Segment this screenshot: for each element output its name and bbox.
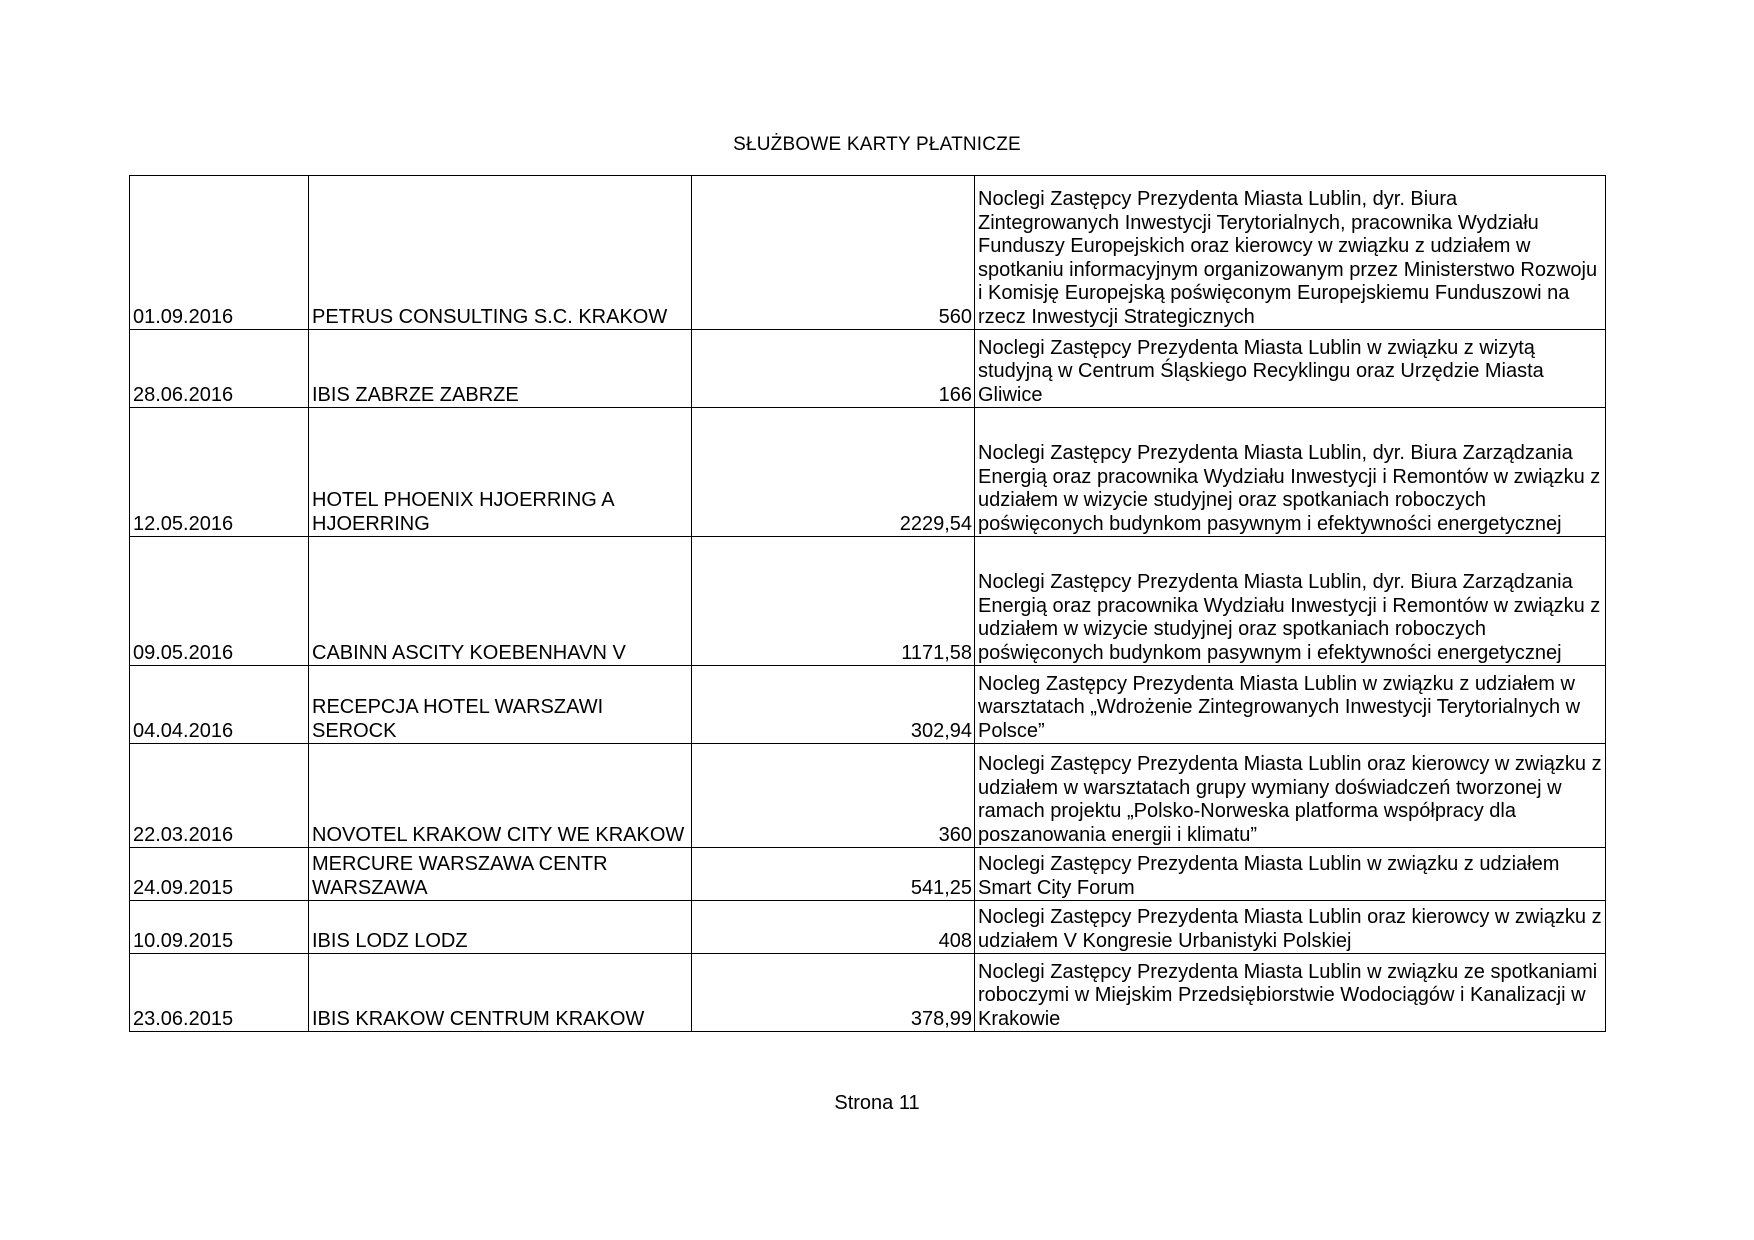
date-cell: 22.03.2016 [130,744,309,848]
amount-cell: 166 [692,330,975,408]
date-cell: 24.09.2015 [130,848,309,901]
page-number: Strona 11 [834,1092,920,1114]
amount-cell: 560 [692,176,975,330]
description-cell: Noclegi Zastępcy Prezydenta Miasta Lublin w związku ze spotkaniami roboczymi w Miejskim Przedsiębiorstwie Wodociągów i Kanalizacji w Krakowie [975,954,1606,1032]
merchant-cell: IBIS LODZ LODZ [309,901,692,954]
amount-cell: 541,25 [692,848,975,901]
table-row [130,666,1606,744]
page-title: SŁUŻBOWE KARTY PŁATNICZE [733,134,1021,155]
date-cell: 09.05.2016 [130,537,309,666]
amount-cell: 2229,54 [692,408,975,537]
table-row [130,954,1606,1032]
description-cell: Noclegi Zastępcy Prezydenta Miasta Lublin, dyr. Biura Zarządzania Energią oraz pracownika Wydziału Inwestycji i Remontów w związku z udziałem w wizycie studyjnej oraz spotkaniach roboczych poświęconych budynkom pasywnym i efektywności energetycznej [975,408,1606,537]
merchant-cell: RECEPCJA HOTEL WARSZAWI SEROCK [309,666,692,744]
merchant-cell: HOTEL PHOENIX HJOERRING A HJOERRING [309,408,692,537]
table-row [130,330,1606,408]
date-cell: 28.06.2016 [130,330,309,408]
amount-cell: 302,94 [692,666,975,744]
table-row [130,848,1606,901]
description-cell: Noclegi Zastępcy Prezydenta Miasta Lublin, dyr. Biura Zarządzania Energią oraz pracownika Wydziału Inwestycji i Remontów w związku z udziałem w wizycie studyjnej oraz spotkaniach roboczych poświęconych budynkom pasywnym i efektywności energetycznej [975,537,1606,666]
amount-cell: 1171,58 [692,537,975,666]
table-row [130,744,1606,848]
payment-card-table [129,175,1606,1032]
description-cell: Noclegi Zastępcy Prezydenta Miasta Lublin oraz kierowcy w związku z udziałem w warsztatach grupy wymiany doświadczeń tworzonej w ramach projektu „Polsko-Norweska platforma współpracy dla poszanowania energii i klimatu” [975,744,1606,848]
merchant-cell: IBIS ZABRZE ZABRZE [309,330,692,408]
table-row [130,176,1606,330]
date-cell: 04.04.2016 [130,666,309,744]
description-cell: Noclegi Zastępcy Prezydenta Miasta Lublin w związku z wizytą studyjną w Centrum Śląskiego Recyklingu oraz Urzędzie Miasta Gliwice [975,330,1606,408]
date-cell: 12.05.2016 [130,408,309,537]
merchant-cell: PETRUS CONSULTING S.C. KRAKOW [309,176,692,330]
table-row [130,537,1606,666]
table-row [130,408,1606,537]
merchant-cell: MERCURE WARSZAWA CENTR WARSZAWA [309,848,692,901]
amount-cell: 360 [692,744,975,848]
description-cell: Nocleg Zastępcy Prezydenta Miasta Lublin w związku z udziałem w warsztatach „Wdrożenie Zintegrowanych Inwestycji Terytorialnych w Polsce” [975,666,1606,744]
date-cell: 01.09.2016 [130,176,309,330]
amount-cell: 378,99 [692,954,975,1032]
table-row [130,901,1606,954]
description-cell: Noclegi Zastępcy Prezydenta Miasta Lublin oraz kierowcy w związku z udziałem V Kongresie Urbanistyki Polskiej [975,901,1606,954]
merchant-cell: IBIS KRAKOW CENTRUM KRAKOW [309,954,692,1032]
merchant-cell: NOVOTEL KRAKOW CITY WE KRAKOW [309,744,692,848]
date-cell: 23.06.2015 [130,954,309,1032]
amount-cell: 408 [692,901,975,954]
description-cell: Noclegi Zastępcy Prezydenta Miasta Lublin w związku z udziałem Smart City Forum [975,848,1606,901]
description-cell: Noclegi Zastępcy Prezydenta Miasta Lublin, dyr. Biura Zintegrowanych Inwestycji Terytorialnych, pracownika Wydziału Funduszy Europejskich oraz kierowcy w związku z udziałem w spotkaniu informacyjnym organizowanym przez Ministerstwo Rozwoju i Komisję Europejską poświęconym Europejskiemu Funduszowi na rzecz Inwestycji Strategicznych [975,176,1606,330]
merchant-cell: CABINN ASCITY KOEBENHAVN V [309,537,692,666]
date-cell: 10.09.2015 [130,901,309,954]
